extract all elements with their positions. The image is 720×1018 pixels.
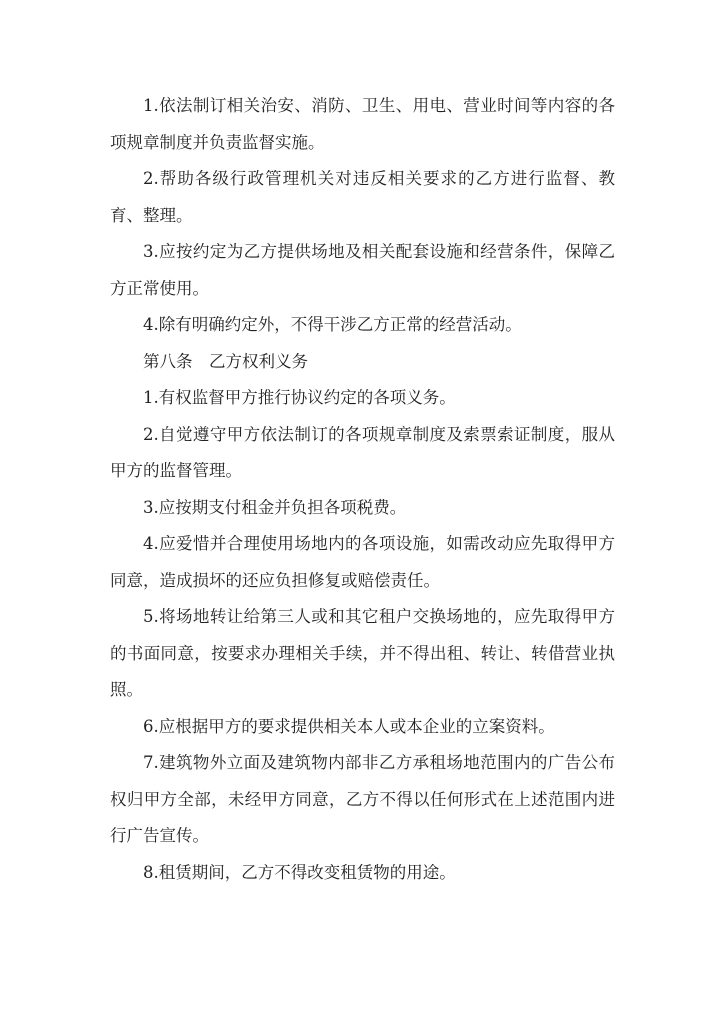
clause-8-item-7: 7.建筑物外立面及建筑物内部非乙方承租场地范围内的广告公布权归甲方全部，未经甲方同意，乙方不得以任何形式在上述范围内进行广告宣传。 [110,753,615,845]
clause-8-item-8: 8.租赁期间，乙方不得改变租赁物的用途。 [143,862,456,882]
document-body [110,88,615,891]
clause-8-item-3: 3.应按期支付租金并负担各项税费。 [143,497,407,517]
clause-7-item-3: 3.应按约定为乙方提供场地及相关配套设施和经营条件，保障乙方正常使用。 [110,242,615,298]
clause-7-item-2: 2.帮助各级行政管理机关对违反相关要求的乙方进行监督、教育、整理。 [110,169,615,225]
clause-8-item-1: 1.有权监督甲方推行协议约定的各项义务。 [143,388,456,407]
clause-8-item-4: 4.应爱惜并合理使用场地内的各项设施，如需改动应先取得甲方同意，造成损坏的还应负担修复或赔偿责任。 [110,534,615,590]
clause-7-item-1: 1.依法制订相关治安、消防、卫生、用电、营业时间等内容的各项规章制度并负责监督实施。 [110,96,615,152]
clause-8-item-6: 6.应根据甲方的要求提供相关本人或本企业的立案资料。 [143,716,555,736]
clause-8-item-5: 5.将场地转让给第三人或和其它租户交换场地的，应先取得甲方的书面同意，按要求办理相关手续，并不得出租、转让、转借营业执照。 [110,607,615,699]
clause-8-heading: 第八条 乙方权利义务 [143,351,308,371]
clause-8-item-2: 2.自觉遵守甲方依法制订的各项规章制度及索票索证制度，服从甲方的监督管理。 [110,424,615,480]
clause-7-item-4: 4.除有明确约定外，不得干涉乙方正常的经营活动。 [143,315,522,334]
